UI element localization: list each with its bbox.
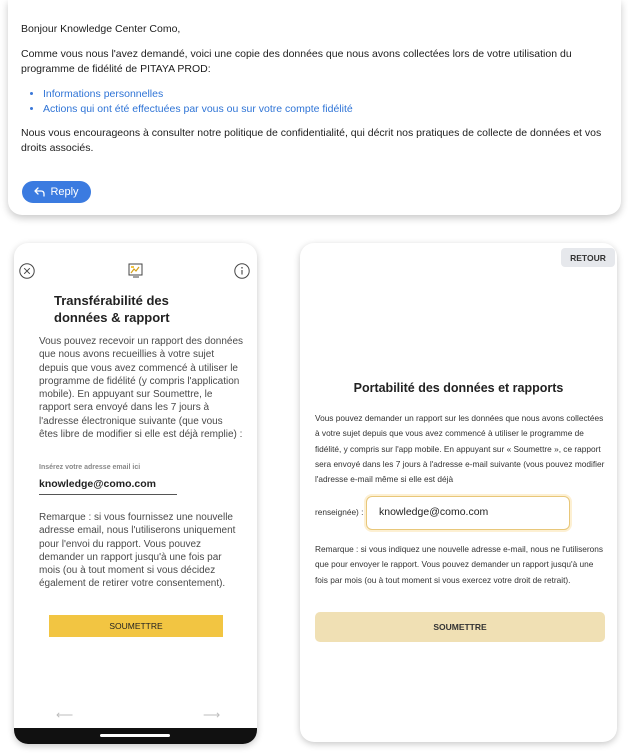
desktop-description: Vous pouvez demander un rapport sur les données que nous avons collectées à votre sujet depuis que vous avez commencé à utiliser le programme de fidélité, y compris sur l'app mobile. En appuyant sur « Soumettre », ce rapport sera envoyé dans les 7 jours à l'adresse e-mail suivante (vous pouvez modifier l'adresse e-mail même si elle est déjà [315, 413, 605, 485]
email-link-list [21, 87, 611, 116]
home-indicator[interactable] [100, 734, 170, 737]
account-actions-link[interactable]: Actions qui ont été effectuées par vous ou sur votre compte fidélité [43, 102, 353, 115]
email-greeting: Bonjour Knowledge Center Como, [21, 23, 181, 35]
close-icon[interactable] [19, 263, 35, 279]
desktop-submit-button[interactable]: SOUMETTRE [315, 612, 605, 642]
back-button[interactable]: RETOUR [561, 248, 615, 267]
info-icon[interactable] [234, 263, 250, 279]
email-intro: Comme vous nous l'avez demandé, voici une copie des données que nous avons collectées lors de votre utilisation du programme de fidélité de PITAYA PROD: [21, 48, 572, 75]
next-arrow-icon[interactable]: ⟶ [203, 708, 221, 722]
desktop-title: Portabilité des données et rapports [353, 381, 564, 395]
email-outro: Nous vous encourageons à consulter notre politique de confidentialité, qui décrit nos pratiques de collecte de données et vos droits associés. [21, 127, 602, 154]
desktop-note: Remarque : si vous indiquez une nouvelle adresse e-mail, nous ne l'utiliserons que pour envoyer le rapport. Vous pouvez demander un rapport jusqu'à une fois par mois (ou à tout moment si vous exercez votre droit de retrait). [315, 544, 603, 585]
mobile-submit-button[interactable]: SOUMETTRE [49, 615, 223, 637]
reply-icon [34, 187, 45, 197]
email-link-item [43, 102, 611, 117]
mobile-email-label: Insérez votre adresse email ici [39, 464, 141, 471]
mobile-description: Vous pouvez recevoir un rapport des données que nous avons recueillies à votre sujet depuis que vous avez commencé à utiliser le programme de fidélité (y compris l'application mobile). En appuyant sur Soumettre, le rapport sera envoyé dans les 7 jours à l'adresse électronique suivante (que vous êtes libre de modifier si elle est déjà remplie) : [39, 336, 244, 441]
mobile-phone-frame [14, 243, 257, 744]
reply-button[interactable] [22, 181, 91, 203]
mobile-title: Transférabilité des données & rapport [54, 293, 170, 325]
prev-arrow-icon[interactable]: ⟵ [56, 708, 74, 722]
desktop-email-value: knowledge@como.com [379, 506, 489, 518]
mobile-note: Remarque : si vous fournissez une nouvelle adresse email, nous l'utiliserons uniquement pour l'envoi du rapport. Vous pouvez demander un rapport jusqu'à une fois par mois (ou à tout moment si vous décidez également de retirer votre consentement). [39, 512, 236, 590]
desktop-email-input[interactable] [366, 496, 570, 530]
email-link-item [43, 87, 611, 102]
mobile-email-input[interactable]: knowledge@como.com [39, 478, 177, 495]
email-card [8, 0, 621, 215]
desktop-panel [300, 243, 617, 742]
email-body [21, 22, 611, 166]
reply-label: Reply [50, 186, 79, 198]
personal-info-link[interactable]: Informations personnelles [43, 88, 164, 100]
brand-logo-icon [127, 261, 145, 279]
desktop-description-suffix: renseignée) : [315, 507, 364, 517]
